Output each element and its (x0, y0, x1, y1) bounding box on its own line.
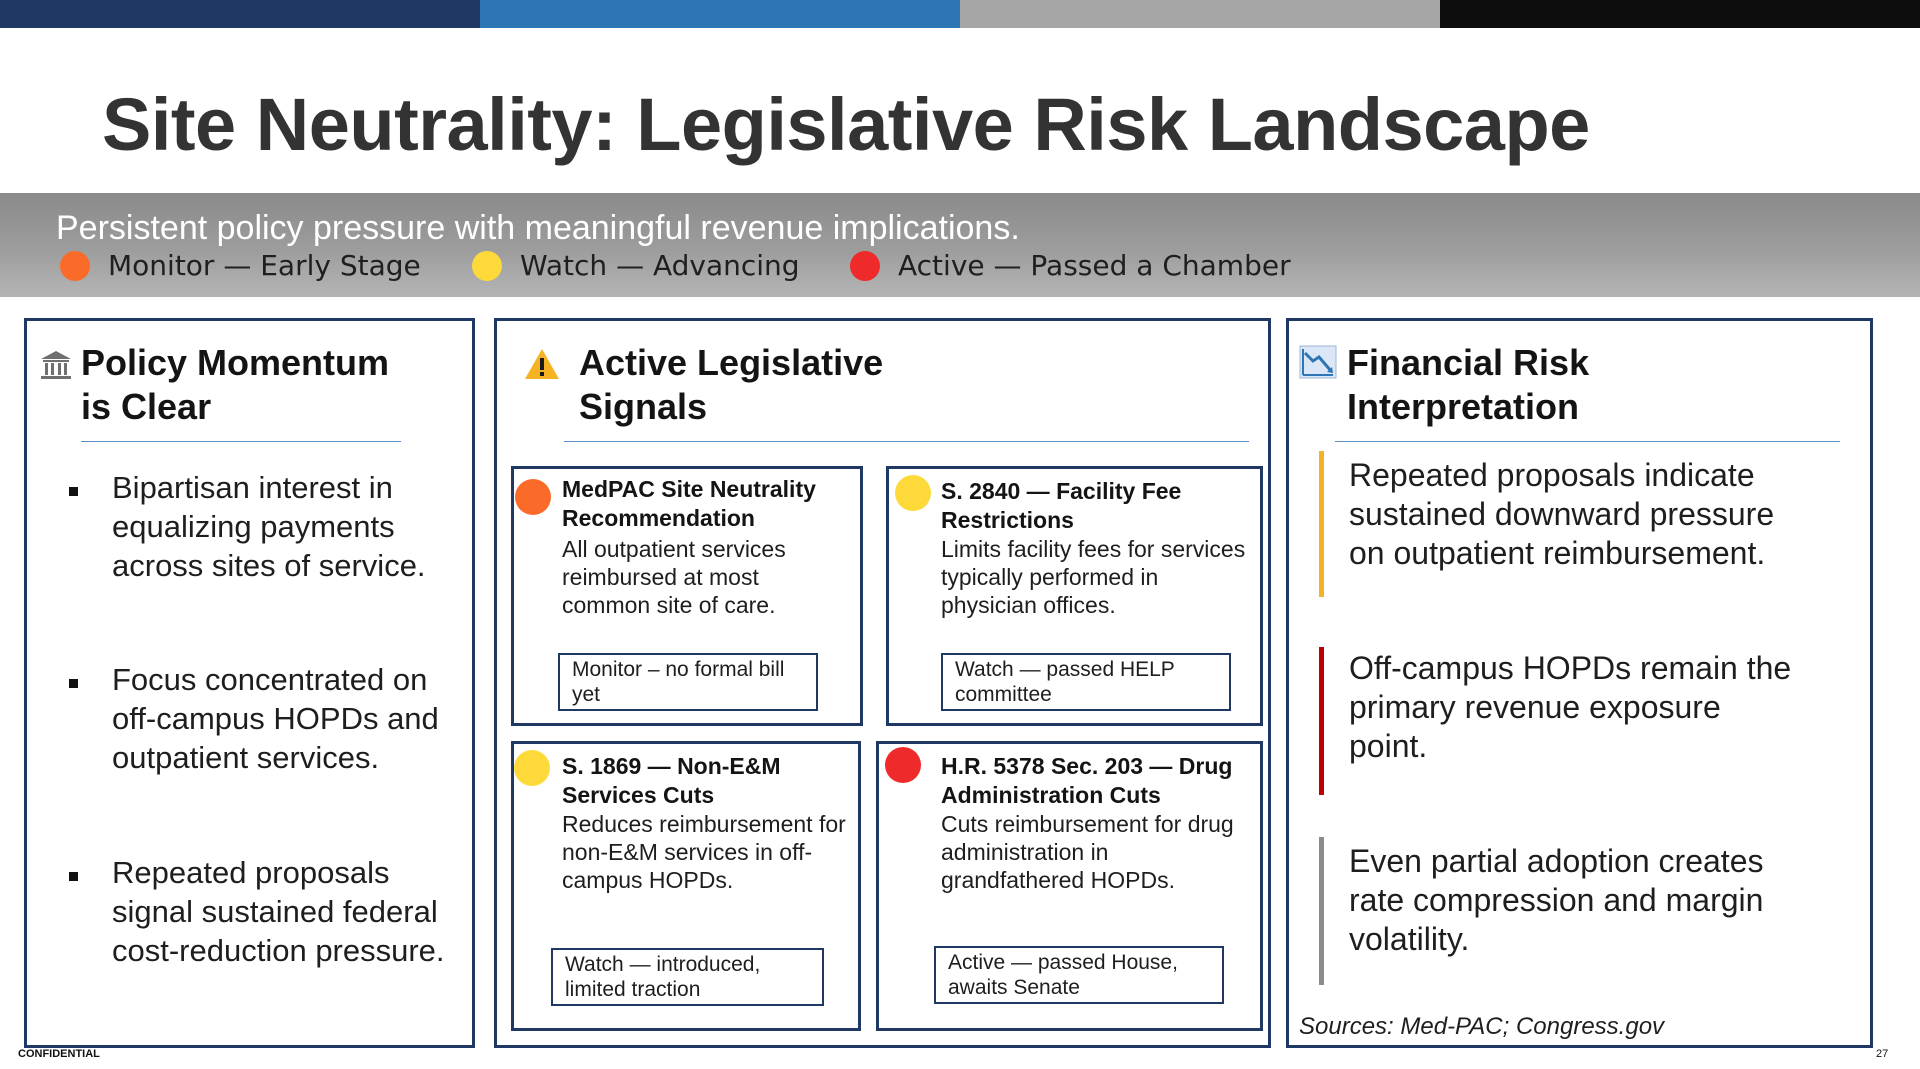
bullet-text: Repeated proposals signal sustained federal cost-reduction pressure. (112, 855, 445, 968)
bullet-icon (69, 487, 78, 496)
top-color-bar (0, 0, 1920, 28)
bullet-icon (69, 872, 78, 881)
panel-title-line: Active Legislative (579, 342, 884, 383)
card-description: Cuts reimbursement for drug administration in grandfathered HOPDs. (941, 811, 1234, 893)
status-badge: Watch — passed HELP committee (941, 653, 1231, 711)
bullet-text: Focus concentrated on off-campus HOPDs and outpatient services. (112, 662, 439, 775)
sources-note: Sources: Med-PAC; Congress.gov (1299, 1013, 1665, 1040)
legislation-card-s2840 (886, 466, 1263, 726)
page-number: 27 (1876, 1048, 1889, 1060)
panel-title (579, 341, 883, 429)
watch-dot-icon (895, 475, 931, 511)
top-bar-segment-blue (480, 0, 960, 28)
risk-indicator-bar (1319, 647, 1324, 795)
panel-divider (81, 441, 401, 442)
bank-building-icon (39, 349, 73, 386)
financial-risk-panel (1286, 318, 1873, 1048)
risk-indicator-bar (1319, 451, 1324, 597)
legislation-card-hr5378 (876, 741, 1263, 1031)
declining-chart-icon (1299, 345, 1337, 384)
status-badge: Watch — introduced, limited traction (551, 948, 824, 1006)
card-title: S. 1869 — Non-E&M Services Cuts (562, 753, 781, 808)
panel-title-line: Signals (579, 386, 708, 427)
panel-title-line: Interpretation (1347, 386, 1580, 427)
monitor-dot-icon (515, 479, 551, 515)
page-subtitle: Persistent policy pressure with meaningful revenue implications. (56, 209, 1020, 247)
panel-divider (1335, 441, 1840, 442)
legend-item-watch (472, 249, 800, 282)
risk-point-text: Off-campus HOPDs remain the primary revenue exposure point. (1349, 650, 1792, 764)
watch-dot-icon (514, 750, 550, 786)
card-title: MedPAC Site Neutrality Recommendation (562, 476, 816, 531)
active-dot-icon (885, 747, 921, 783)
policy-momentum-panel (24, 318, 475, 1048)
status-badge: Active — passed House, awaits Senate (934, 946, 1224, 1004)
card-description: Limits facility fees for services typically performed in physician offices. (941, 536, 1246, 618)
top-bar-segment-gray (960, 0, 1440, 28)
top-bar-segment-navy (0, 0, 480, 28)
warning-icon (523, 347, 561, 386)
risk-point-text: Even partial adoption creates rate compression and margin volatility. (1349, 843, 1764, 957)
legend-label: Watch — Advancing (520, 249, 800, 282)
page-title: Site Neutrality: Legislative Risk Landscape (102, 83, 1590, 166)
legislation-card-medpac (511, 466, 863, 726)
legislation-card-s1869 (511, 741, 861, 1031)
status-badge: Monitor – no formal bill yet (558, 653, 818, 711)
card-description: Reduces reimbursement for non-E&M services in off-campus HOPDs. (562, 811, 846, 893)
legend-label: Monitor — Early Stage (108, 249, 421, 282)
panel-title (1347, 341, 1589, 429)
panel-title-line: Financial Risk (1347, 342, 1590, 383)
active-dot-icon (850, 251, 880, 281)
legislative-signals-panel (494, 318, 1271, 1048)
confidential-label: CONFIDENTIAL (18, 1048, 100, 1060)
bullet-text: Bipartisan interest in equalizing payments across sites of service. (112, 470, 426, 583)
subtitle-band (0, 193, 1920, 297)
panel-title-line: is Clear (81, 386, 212, 427)
card-title: H.R. 5378 Sec. 203 — Drug Administration Cuts (941, 753, 1233, 808)
monitor-dot-icon (60, 251, 90, 281)
risk-indicator-bar (1319, 837, 1324, 985)
legend-item-active (850, 249, 1291, 282)
card-description: All outpatient services reimbursed at most common site of care. (562, 536, 786, 618)
panel-title (81, 341, 389, 429)
risk-point-text: Repeated proposals indicate sustained downward pressure on outpatient reimbursement. (1349, 457, 1775, 571)
panel-title-line: Policy Momentum (81, 342, 390, 383)
panel-divider (564, 441, 1249, 442)
top-bar-segment-black (1440, 0, 1920, 28)
legend-item-monitor (60, 249, 421, 282)
legend-label: Active — Passed a Chamber (898, 249, 1291, 282)
card-title: S. 2840 — Facility Fee Restrictions (941, 478, 1182, 533)
bullet-icon (69, 679, 78, 688)
watch-dot-icon (472, 251, 502, 281)
